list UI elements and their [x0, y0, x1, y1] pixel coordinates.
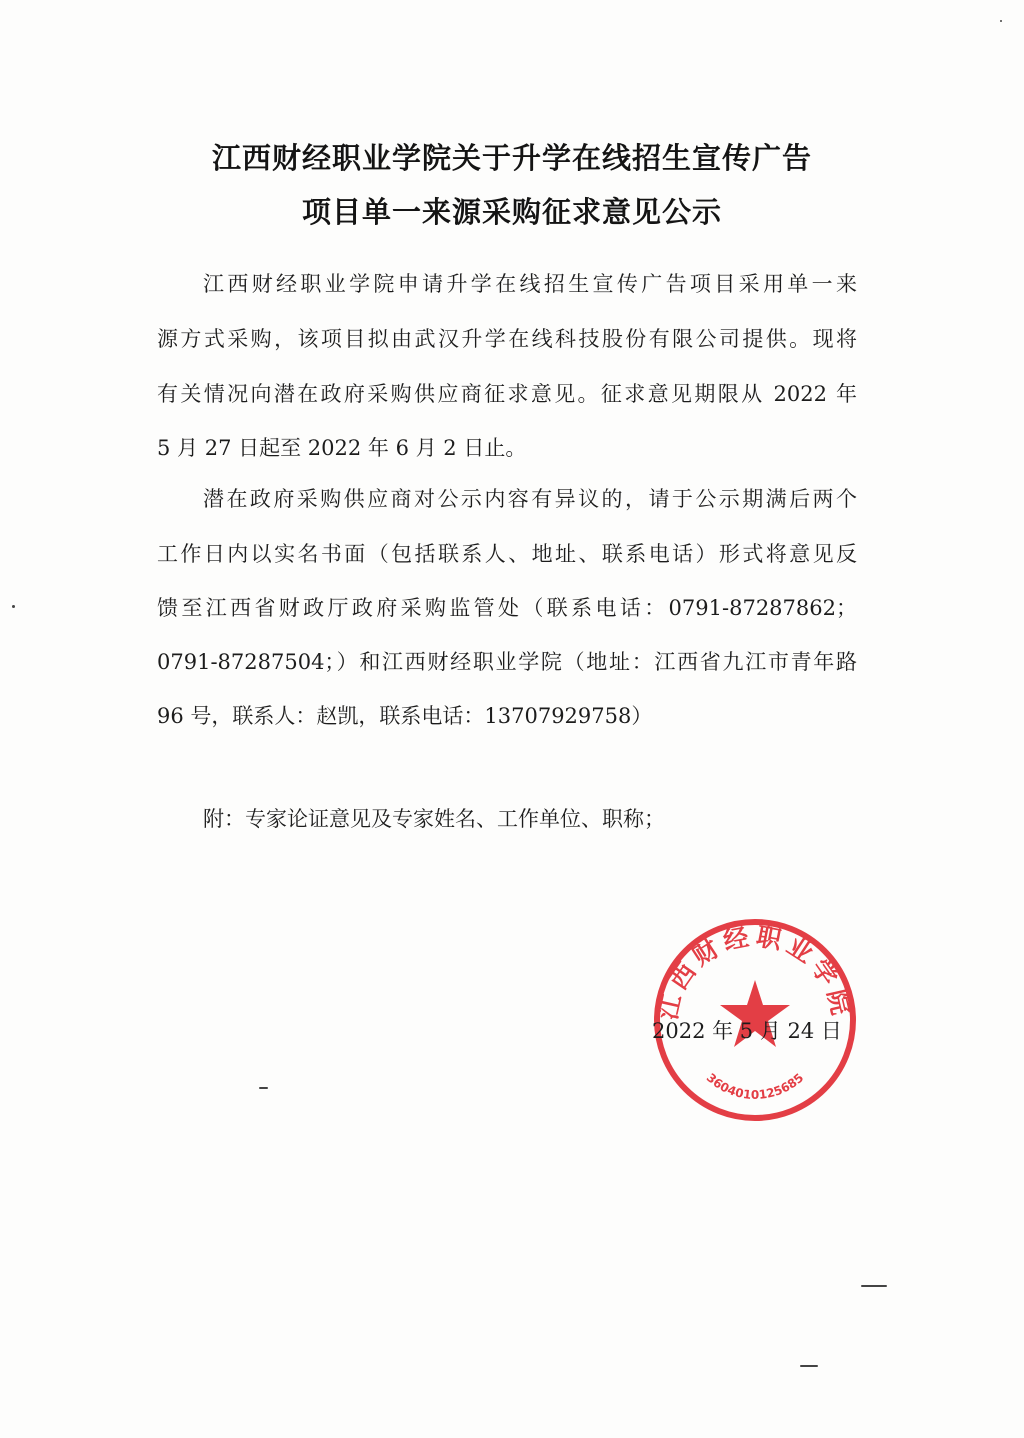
paragraph2-line-3: 馈至江西省财政厅政府采购监管处（联系电话：0791-87287862；: [157, 596, 857, 620]
paragraph2-line-4: 0791-87287504；）和江西财经职业学院（地址：江西省九江市青年路: [157, 650, 857, 674]
paragraph2-line-5: 96 号，联系人：赵凯，联系电话：13707929758）: [157, 704, 653, 728]
paragraph2-line-2: 工作日内以实名书面（包括联系人、地址、联系电话）形式将意见反: [157, 542, 857, 566]
paragraph2-line-1: 潜在政府采购供应商对公示内容有异议的，请于公示期满后两个: [203, 487, 857, 511]
seal-name-text: 江西财经职业学院: [653, 921, 857, 1023]
document-title-line-1: 江西财经职业学院关于升学在线招生宣传广告: [211, 141, 812, 175]
paragraph1-line-3: 有关情况向潜在政府采购供应商征求意见。征求意见期限从 2022 年: [157, 382, 857, 406]
scan-speck: [800, 1365, 818, 1367]
paragraph1-line-4: 5 月 27 日起至 2022 年 6 月 2 日止。: [157, 436, 527, 460]
paragraph1-line-2: 源方式采购，该项目拟由武汉升学在线科技股份有限公司提供。现将: [157, 327, 857, 351]
scan-speck: [861, 1285, 887, 1287]
scan-speck: [1000, 20, 1002, 22]
paragraph1-line-1: 江西财经职业学院申请升学在线招生宣传广告项目采用单一来: [203, 272, 857, 296]
document-date: 2022 年 5 月 24 日: [652, 1019, 842, 1043]
seal-code-text: 3604010125685: [703, 1070, 807, 1102]
document-title-line-2: 项目单一来源采购征求意见公示: [301, 195, 722, 229]
scan-speck: [259, 1087, 268, 1089]
attachment-note: 附：专家论证意见及专家姓名、工作单位、职称；: [203, 807, 665, 831]
scan-speck: [12, 605, 15, 608]
